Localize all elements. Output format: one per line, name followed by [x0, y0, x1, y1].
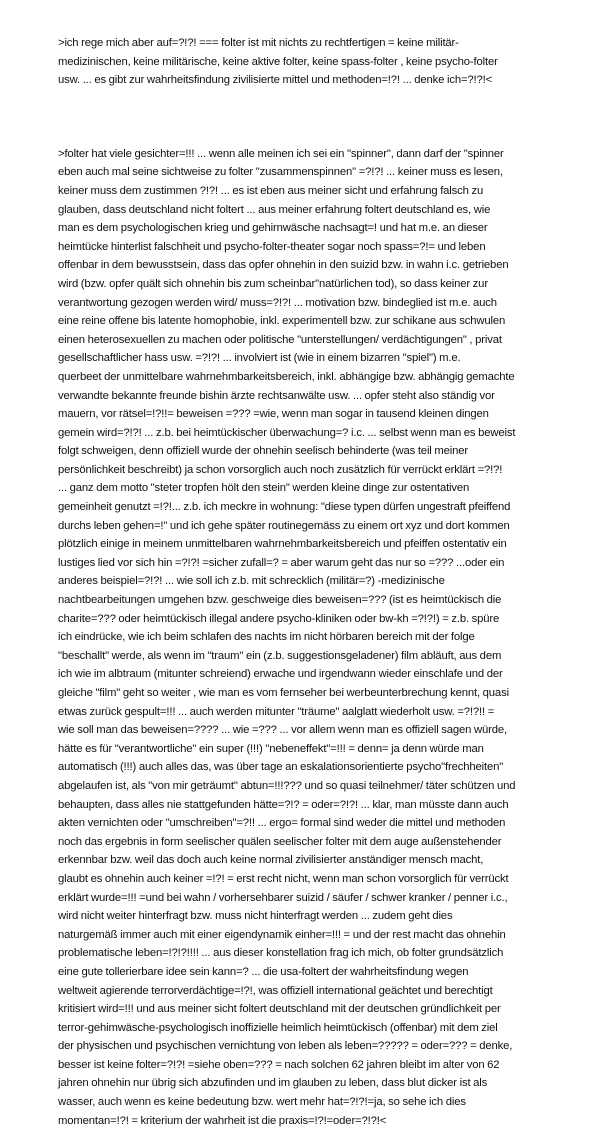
text-line: der physischen und psychischen vernichtung von leben als leben=????? = oder=??? = denke,	[58, 1040, 513, 1053]
text-line: >ich rege mich aber auf=?!?! === folter ist mit nichts zu rechtfertigen = keine militär-	[58, 37, 459, 49]
text-line: man es dem psychologischen krieg und gehirnwäsche nachsagt=! und hat m.e. an dieser	[58, 222, 488, 235]
text-line: persönlichkeit beschreibt) ja schon vorsorglich auch noch zusätzlich für verrückt erklärt =?!?!	[58, 463, 503, 476]
text-line: nachtbearbeitungen umgehen bzw. geschweige dies beweisen=??? (ist es heimtückisch die	[58, 594, 502, 607]
text-line: medizinischen, keine militärische, keine aktive folter, keine spass-folter , keine psycho-folter	[58, 55, 498, 68]
text-line: glauben, dass deutschland nicht foltert ... aus meiner erfahrung foltert deutschland es, wie	[58, 203, 491, 216]
text-line: etwas zurück gespult=!!! ... auch werden mitunter "träume" aalglatt wiederholt usw. =?!?!! =	[58, 705, 495, 718]
text-line: gemeinheit genutzt =!?!... z.b. ich meckre in wohnung: "diese typen dürfen ungestraft pfeiffend	[58, 501, 511, 514]
text-line: heimtücke hinterlist falschheit und psycho-folter-theater sogar noch spass=?!= und leben	[58, 240, 486, 253]
text-line: terror-gehimwäsche-psychologisch inoffizielle heimlich heimtückisch (offenbar) mit dem ziel	[58, 1021, 498, 1034]
text-line: eben auch mal seine sichtweise zu folter "zusammenspinnen" =?!?! ... keiner muss es lesen,	[58, 166, 503, 179]
text-line: wie soll man das beweisen=???? ... wie =??? ... vor allem wenn man es offiziell sagen würde,	[58, 724, 508, 737]
paragraph-intro	[58, 34, 578, 90]
text-line: erklärt wurde=!!! =und bei wahn / vorhersehbarer suizid / säufer / schwer kranker / penner i.c.,	[58, 891, 508, 904]
text-line: weltweit agierende terrorverdächtige=!?!, was offiziell international geächtet und berechtigt	[58, 984, 493, 997]
text-line: gesellschaftlicher hass usw. =?!?! ... involviert ist (wie in einem bizarren "spiel") m.e.	[58, 352, 461, 365]
text-line: plötzlich einige in meinem unmittelbaren wahrnehmbarkeitsbereich und pfeiffen ostentativ ein	[58, 538, 507, 551]
text-line: ... ganz dem motto "steter tropfen hölt den stein" werden kleine dinge zur ostentativen	[58, 482, 470, 495]
text-line: offenbar in dem bewusstsein, dass das opfer ohnehin in den suizid bzw. in wahn i.c. getrieben	[58, 259, 509, 272]
text-line: behaupten, dass alles nie stattgefunden hätte=?!? = oder=?!?! ... klar, man müsste dann auch	[58, 798, 509, 811]
text-line: gemein wird=?!?! ... z.b. bei heimtückischer überwachung=? i.c. ... selbst wenn man es beweist	[58, 426, 516, 439]
text-line: wird nicht weiter hinterfragt bzw. muss nicht hinterfragt werden ... zudem geht dies	[58, 910, 453, 923]
text-line: keiner muss dem zustimmen ?!?! ... es ist eben aus meiner sicht und erfahrung falsch zu	[58, 184, 484, 197]
text-line: einen heterosexuellen zu machen oder politische "unterstellungen/ verdächtigungen" , privat	[58, 333, 502, 346]
paragraph-gap	[58, 90, 578, 145]
document-body	[58, 34, 578, 1130]
text-line: ich eindrücke, wie ich beim schlafen des nachts im nicht hörbaren bereich mit der folge	[58, 631, 475, 644]
text-line: jahren ohnehin nur übrig sich abzufinden und im glauben zu leben, dass blut dicker ist als	[58, 1077, 488, 1090]
text-line: abgelaufen ist, als "von mir geträumt" abtun=!!!??? und so quasi teilnehmer/ täter schützen und	[58, 779, 516, 792]
text-line: wasser, auch wenn es keine bedeutung bzw. wert mehr hat=?!?!=ja, so sehe ich dies	[58, 1096, 466, 1109]
text-line: mauern, vor rätsel=!?!!= beweisen =??? =wie, wenn man sogar in tausend kleinen dingen	[58, 408, 489, 421]
text-line: verantwortung gezogen werden wird/ muss=?!?! ... motivation bzw. bindeglied ist m.e. auch	[58, 296, 497, 309]
text-line: erkennbar bzw. weil das doch auch keine normal zivilisierter anständiger mensch macht,	[58, 854, 484, 867]
text-line: momentan=!?! = kriterium der wahrheit ist die praxis=!?!=oder=?!?!<	[58, 1114, 387, 1127]
text-line: querbeet der unmittelbare wahrnehmbarkeitsbereich, inkl. abhängige bzw. abhängig gemachte	[58, 370, 515, 383]
text-line: "beschallt" werde, als wenn im "traum" ein (z.b. suggestionsgeladener) film abläuft, aus dem	[58, 649, 502, 662]
text-line: eine reine offene bis latente homophobie, inkl. experimentell bzw. zur schikane aus schwulen	[58, 315, 506, 328]
text-line: noch das ergebnis in form seelischer quälen seelischer folter mit dem auge außenstehender	[58, 835, 502, 848]
text-line: wird (bzw. opfer quält sich ohnehin bis zum scheinbar"natürlichen tod), so dass keiner zur	[58, 277, 488, 290]
text-line: akten vernichten oder "umschreiben"=?!! ... ergo= formal sind weder die mittel und methoden	[58, 817, 506, 830]
text-line: verwandte bekannte freunde bishin ärzte rechtsanwälte usw. ... opfer steht also ständig vor	[58, 389, 495, 402]
text-line: naturgemäß immer auch mit einer eigendynamik einher=!!! = und der rest macht das ohnehin	[58, 928, 506, 941]
text-line: hätte es für "verantwortliche" ein super (!!!) "nebeneffekt"=!!! = denn= ja denn würde man	[58, 742, 484, 755]
text-line: ich wie im albtraum (mitunter schreiend) erwache und irgendwann wieder einschlafe und der	[58, 668, 503, 681]
text-line: charite=??? oder heimtückisch illegal andere psycho-kliniken oder bw-kh =?!?!) = z.b. spüre	[58, 612, 500, 625]
text-line: >folter hat viele gesichter=!!! ... wenn alle meinen ich sei ein "spinner", dann darf der "spinner	[58, 147, 504, 160]
text-line: kritisiert wird=!!! und aus meiner sicht foltert deutschland mit der deutschen gründlichkeit per	[58, 1003, 501, 1016]
text-line: eine gute tollerierbare idee sein kann=? ... die usa-foltert der wahrheitsfindung wegen	[58, 965, 469, 978]
text-line: automatisch (!!!) auch alles das, was über tage an eskalationsorientierte psycho"frechheiten"	[58, 761, 504, 774]
text-line: problematische leben=!?!?!!!! ... aus dieser konstellation frag ich mich, ob folter grundsätzlich	[58, 947, 504, 960]
text-line: glaubt es ohnehin auch keiner =!?! = erst recht nicht, wenn man schon vorsorglich für verrückt	[58, 872, 509, 885]
paragraph-main	[58, 145, 578, 1130]
text-line: lustiges lied vor sich hin =?!?! =sicher zufall=? = aber warum geht das nur so =??? ...oder ein	[58, 556, 505, 569]
text-line: gleiche "film" geht so weiter , wie man es vom fernseher bei werbeunterbrechung kennt, quasi	[58, 687, 509, 699]
text-line: besser ist keine folter=?!?! =siehe oben=??? = nach solchen 62 jahren bleibt im alter von 62	[58, 1058, 500, 1071]
text-line: folgt schweigen, denn offiziell wurde der ohnehin seelisch behinderte (was teil meiner	[58, 445, 468, 458]
text-line: usw. ... es gibt zur wahrheitsfindung zivilisierte mittel und methoden=!?! ... denke ich=?!?!<	[58, 74, 493, 87]
text-line: durchs leben gehen=!" und ich gehe später routinegemäss zu einem ort xyz und dort kommen	[58, 519, 510, 532]
text-line: anderes beispiel=?!?! ... wie soll ich z.b. mit schrecklich (militär=?) -medizinische	[58, 575, 445, 588]
